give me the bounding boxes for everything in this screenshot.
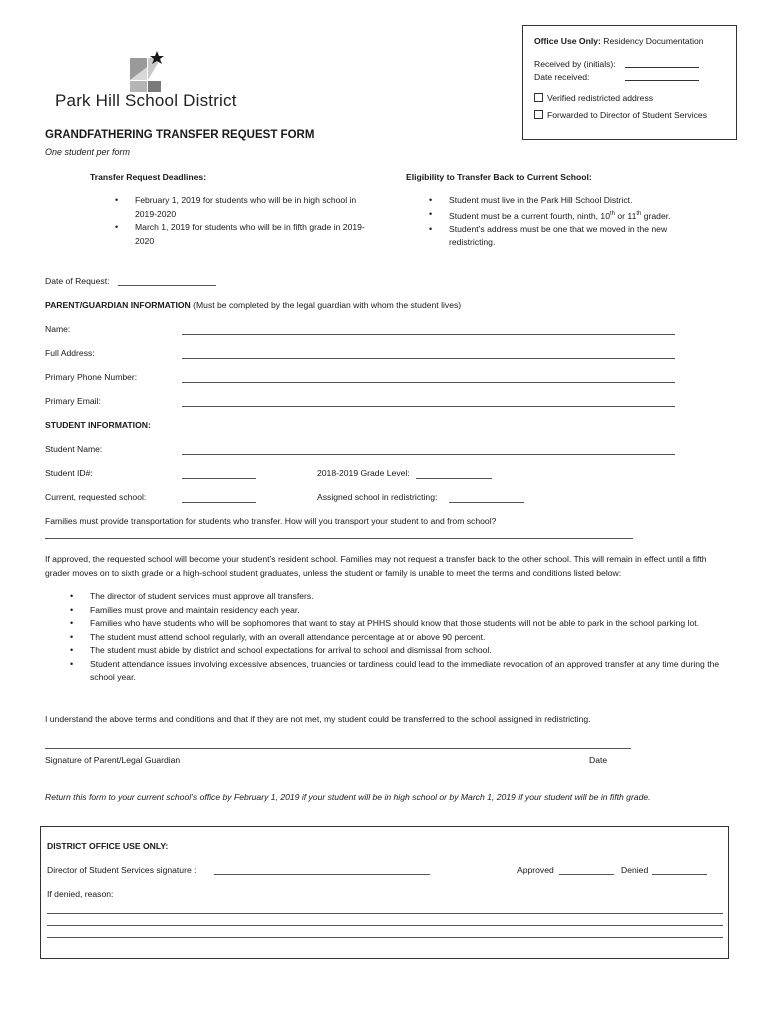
director-signature-line[interactable] <box>214 874 430 875</box>
director-signature-label: Director of Student Services signature : <box>47 865 197 875</box>
denied-label: Denied <box>621 865 649 875</box>
signature-date-label: Date <box>589 755 608 765</box>
assigned-school-line[interactable] <box>449 502 524 503</box>
assigned-school-label: Assigned school in redistricting: <box>317 492 438 502</box>
student-id-label: Student ID#: <box>45 468 93 478</box>
term-item: • The student must attend school regularly, with an overall attendance percentage at or above 90 percent. <box>70 631 726 645</box>
eligibility-item: • Student must live in the Park Hill School District. <box>429 194 679 208</box>
terms-intro: If approved, the requested school will become your student’s resident school. Families may not request a transfer back to the other school. This will remain in effect until a fifth grader moves on to sixth grade or a high-school student graduates, unless the student or family is unable to meet the terms and conditions listed below: <box>45 554 707 578</box>
deadlines-list <box>115 194 365 248</box>
district-heading: DISTRICT OFFICE USE ONLY: <box>47 841 169 851</box>
denied-reason-line[interactable] <box>47 913 723 914</box>
parent-email-line[interactable] <box>182 406 675 407</box>
parent-address-row: Full Address: <box>45 348 675 362</box>
eligibility-list <box>429 194 679 250</box>
denied-reason-line[interactable] <box>47 925 723 926</box>
eligibility-heading: Eligibility to Transfer Back to Current School: <box>406 172 592 182</box>
term-item: • The director of student services must approve all transfers. <box>70 590 726 604</box>
signature-label: Signature of Parent/Legal Guardian <box>45 755 181 765</box>
date-received-line[interactable] <box>625 80 699 81</box>
term-item: • The student must abide by district and school expectations for arrival to school and dismissal from school. <box>70 644 726 658</box>
terms-agreement: I understand the above terms and conditions and that if they are not met, my student could be transferred to the school assigned in redistricting. <box>45 714 591 724</box>
denied-line[interactable] <box>652 874 707 875</box>
parent-phone-line[interactable] <box>182 382 675 383</box>
verified-address-checkbox[interactable] <box>534 93 543 102</box>
deadline-item: • March 1, 2019 for students who will be in fifth grade in 2019-2020 <box>115 221 365 248</box>
return-note: Return this form to your current school’s office by February 1, 2019 if your student will be in high school or by March 1, 2019 if your student will be in fifth grade. <box>45 792 651 802</box>
forwarded-row: Forwarded to Director of Student Services <box>534 109 725 122</box>
verified-address-row: Verified redistricted address <box>534 92 725 105</box>
grade-level-label: 2018-2019 Grade Level: <box>317 468 410 478</box>
parent-heading: PARENT/GUARDIAN INFORMATION (Must be completed by the legal guardian with whom the student lives) <box>45 300 462 310</box>
eligibility-item: • Student’s address must be one that we moved in the new redistricting. <box>429 223 679 250</box>
eligibility-item: • Student must be a current fourth, ninth, 10th or 11th grader. <box>429 208 679 223</box>
deadline-item: • February 1, 2019 for students who will be in high school in 2019-2020 <box>115 194 365 221</box>
term-item: • Student attendance issues involving excessive absences, truancies or tardiness could lead to the immediate revocation of an approved transfer at any time during the school year. <box>70 658 726 685</box>
form-subtitle: One student per form <box>45 147 131 157</box>
denied-reason-line[interactable] <box>47 937 723 938</box>
student-id-line[interactable] <box>182 478 256 479</box>
logo-mark-icon <box>128 50 170 94</box>
parent-name-line[interactable] <box>182 334 675 335</box>
approved-label: Approved <box>517 865 554 875</box>
grade-level-line[interactable] <box>416 478 492 479</box>
if-denied-label: If denied, reason: <box>47 889 114 899</box>
office-use-box <box>522 25 737 140</box>
terms-list <box>70 590 726 685</box>
current-school-label: Current, requested school: <box>45 492 147 502</box>
date-of-request-line[interactable] <box>118 285 216 286</box>
signature-line[interactable] <box>45 748 631 749</box>
parent-email-row: Primary Email: <box>45 396 675 410</box>
approved-line[interactable] <box>559 874 614 875</box>
parent-address-line[interactable] <box>182 358 675 359</box>
district-office-box <box>40 826 729 959</box>
current-school-line[interactable] <box>182 502 256 503</box>
term-item: • Families who have students who will be sophomores that want to stay at PHHS should know that those students will not be able to park in the school parking lot. <box>70 617 726 631</box>
form-title: GRANDFATHERING TRANSFER REQUEST FORM <box>45 129 315 141</box>
district-name: Park Hill School District <box>55 91 237 110</box>
student-name-row: Student Name: <box>45 444 675 458</box>
district-logo <box>128 50 170 94</box>
parent-name-row: Name: <box>45 324 675 338</box>
student-heading: STUDENT INFORMATION: <box>45 420 151 430</box>
transport-answer-line[interactable] <box>45 538 633 539</box>
received-by-line[interactable] <box>625 67 699 68</box>
date-received-row: Date received: <box>534 71 725 84</box>
transport-question: Families must provide transportation for students who transfer. How will you transport your student to and from school? <box>45 516 497 526</box>
student-name-line[interactable] <box>182 454 675 455</box>
office-use-title: Office Use Only: Residency Documentation <box>534 36 704 46</box>
parent-phone-row: Primary Phone Number: <box>45 372 675 386</box>
received-by-row: Received by (initials): <box>534 58 725 71</box>
date-of-request-label: Date of Request: <box>45 276 110 286</box>
forwarded-checkbox[interactable] <box>534 110 543 119</box>
term-item: • Families must prove and maintain residency each year. <box>70 604 726 618</box>
deadlines-heading: Transfer Request Deadlines: <box>90 172 207 182</box>
